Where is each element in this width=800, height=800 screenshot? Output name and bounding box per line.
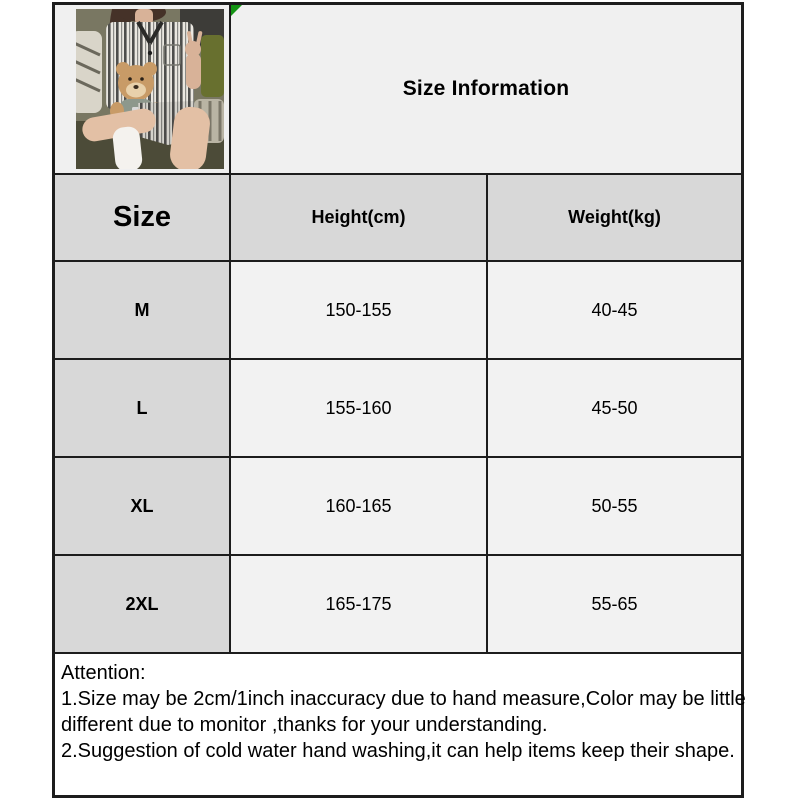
product-photo-cell [55, 5, 231, 175]
weight-value: 55-65 [488, 556, 741, 654]
column-header-weight: Weight(kg) [488, 175, 741, 262]
title-cell [231, 5, 741, 175]
attention-line-1: 1.Size may be 2cm/1inch inaccuracy due to hand measure,Color may be little [61, 688, 746, 710]
height-value: 150-155 [231, 262, 488, 360]
size-label: XL [55, 458, 231, 556]
table-row [55, 556, 741, 654]
attention-note [55, 654, 746, 795]
size-label: L [55, 360, 231, 458]
attention-line-2: different due to monitor ,thanks for your understanding. [61, 714, 548, 736]
height-value: 160-165 [231, 458, 488, 556]
green-corner-triangle-icon [231, 5, 242, 16]
table-header-row [55, 175, 741, 262]
table-row [55, 360, 741, 458]
weight-value: 45-50 [488, 360, 741, 458]
size-label: 2XL [55, 556, 231, 654]
column-header-height: Height(cm) [231, 175, 488, 262]
height-value: 155-160 [231, 360, 488, 458]
table-row [55, 262, 741, 360]
weight-value: 50-55 [488, 458, 741, 556]
page-title: Size Information [402, 77, 570, 100]
attention-line-3: 2.Suggestion of cold water hand washing,it can help items keep their shape. [61, 740, 735, 762]
top-row [55, 5, 741, 175]
weight-value: 40-45 [488, 262, 741, 360]
product-photo [76, 9, 224, 169]
size-table [52, 2, 744, 798]
pillow [76, 31, 102, 113]
table-row [55, 458, 741, 556]
attention-heading: Attention: [61, 662, 146, 684]
column-header-size: Size [55, 175, 231, 262]
size-label: M [55, 262, 231, 360]
height-value: 165-175 [231, 556, 488, 654]
